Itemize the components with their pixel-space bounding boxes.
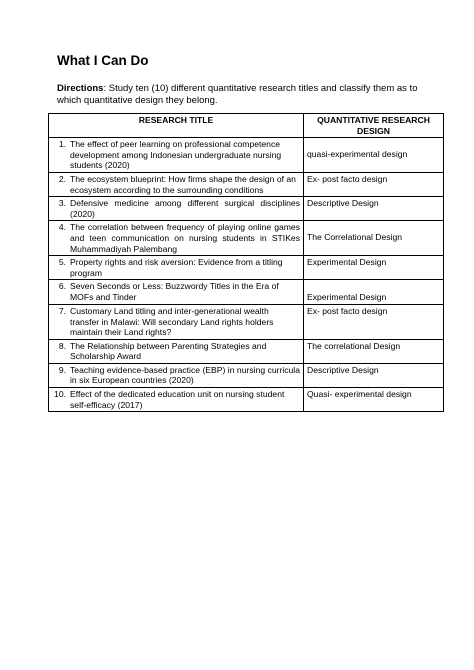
row-number: 8. <box>58 340 66 351</box>
table-row <box>49 280 444 305</box>
title-cell <box>49 363 304 387</box>
design-value: quasi-experimental design <box>307 149 408 160</box>
directions-text: : Study ten (10) different quantitative research titles and classify them as to which quantitative design they belong. <box>57 83 418 106</box>
row-number: 2. <box>58 173 66 184</box>
row-number: 3. <box>58 198 66 209</box>
title-cell <box>49 172 304 196</box>
design-cell <box>304 339 444 363</box>
design-value: Experimental Design <box>307 257 387 268</box>
row-number: 7. <box>58 305 66 316</box>
table-row <box>49 388 444 412</box>
table-row <box>49 256 444 280</box>
design-value: The correlational Design <box>307 340 401 351</box>
title-cell <box>49 197 304 221</box>
table-row <box>49 172 444 196</box>
design-value: Ex- post facto design <box>307 305 388 316</box>
design-value: Quasi- experimental design <box>307 389 412 400</box>
design-value: The Correlational Design <box>307 232 403 243</box>
table-header-row <box>49 114 444 138</box>
research-title: Defensive medicine among different surgical disciplines (2020) <box>70 198 300 219</box>
research-title: Property rights and risk aversion: Evidence from a titling program <box>70 257 283 278</box>
row-number: 1. <box>58 139 66 150</box>
research-title: Customary Land titling and inter-generational wealth transfer in Malawi: Will secondary Land rights holders maintain their Land rights? <box>70 305 274 338</box>
design-value: Descriptive Design <box>307 198 379 209</box>
design-cell <box>304 363 444 387</box>
design-cell <box>304 388 444 412</box>
design-cell <box>304 304 444 339</box>
header-quantitative-design: QUANTITATIVE RESEARCH DESIGN <box>304 114 444 138</box>
directions-paragraph <box>57 83 427 107</box>
design-cell <box>304 256 444 280</box>
table-row <box>49 221 444 256</box>
title-cell <box>49 256 304 280</box>
directions-label: Directions <box>57 83 104 94</box>
design-cell <box>304 280 444 305</box>
table-row <box>49 363 444 387</box>
title-cell <box>49 280 304 305</box>
title-cell <box>49 221 304 256</box>
research-title: The effect of peer learning on professional competence development among Indonesian undergraduate nursing students (2020) <box>70 139 282 171</box>
row-number: 10. <box>54 389 66 400</box>
table-row <box>49 339 444 363</box>
title-cell <box>49 138 304 173</box>
research-title: The correlation between frequency of playing online games and teen communication on nursing students in STIKes Muhammadiyah Palembang <box>70 222 300 254</box>
table-row <box>49 304 444 339</box>
design-cell <box>304 197 444 221</box>
research-title: Teaching evidence-based practice (EBP) in nursing curricula in six European countries (2020) <box>70 364 300 386</box>
design-cell <box>304 172 444 196</box>
title-cell <box>49 388 304 412</box>
design-value: Ex- post facto design <box>307 173 388 184</box>
table-row <box>49 197 444 221</box>
design-value: Experimental Design <box>307 292 387 303</box>
design-value: Descriptive Design <box>307 364 379 375</box>
title-cell <box>49 339 304 363</box>
research-title: The ecosystem blueprint: How firms shape the design of an ecosystem according to the surrounding conditions <box>70 173 296 195</box>
row-number: 6. <box>58 281 66 292</box>
row-number: 5. <box>58 257 66 268</box>
research-title: The Relationship between Parenting Strategies and Scholarship Award <box>70 340 267 362</box>
header-research-title: RESEARCH TITLE <box>49 114 304 138</box>
table-row <box>49 138 444 173</box>
design-cell <box>304 138 444 173</box>
research-table <box>48 113 444 412</box>
title-cell <box>49 304 304 339</box>
design-cell <box>304 221 444 256</box>
research-title: Seven Seconds or Less: Buzzwordy Titles in the Era of MOFs and Tinder <box>70 281 279 302</box>
research-title: Effect of the dedicated education unit on nursing student self-efficacy (2017) <box>70 389 285 410</box>
row-number: 4. <box>58 222 66 233</box>
page-heading: What I Can Do <box>57 53 149 68</box>
row-number: 9. <box>58 364 66 375</box>
